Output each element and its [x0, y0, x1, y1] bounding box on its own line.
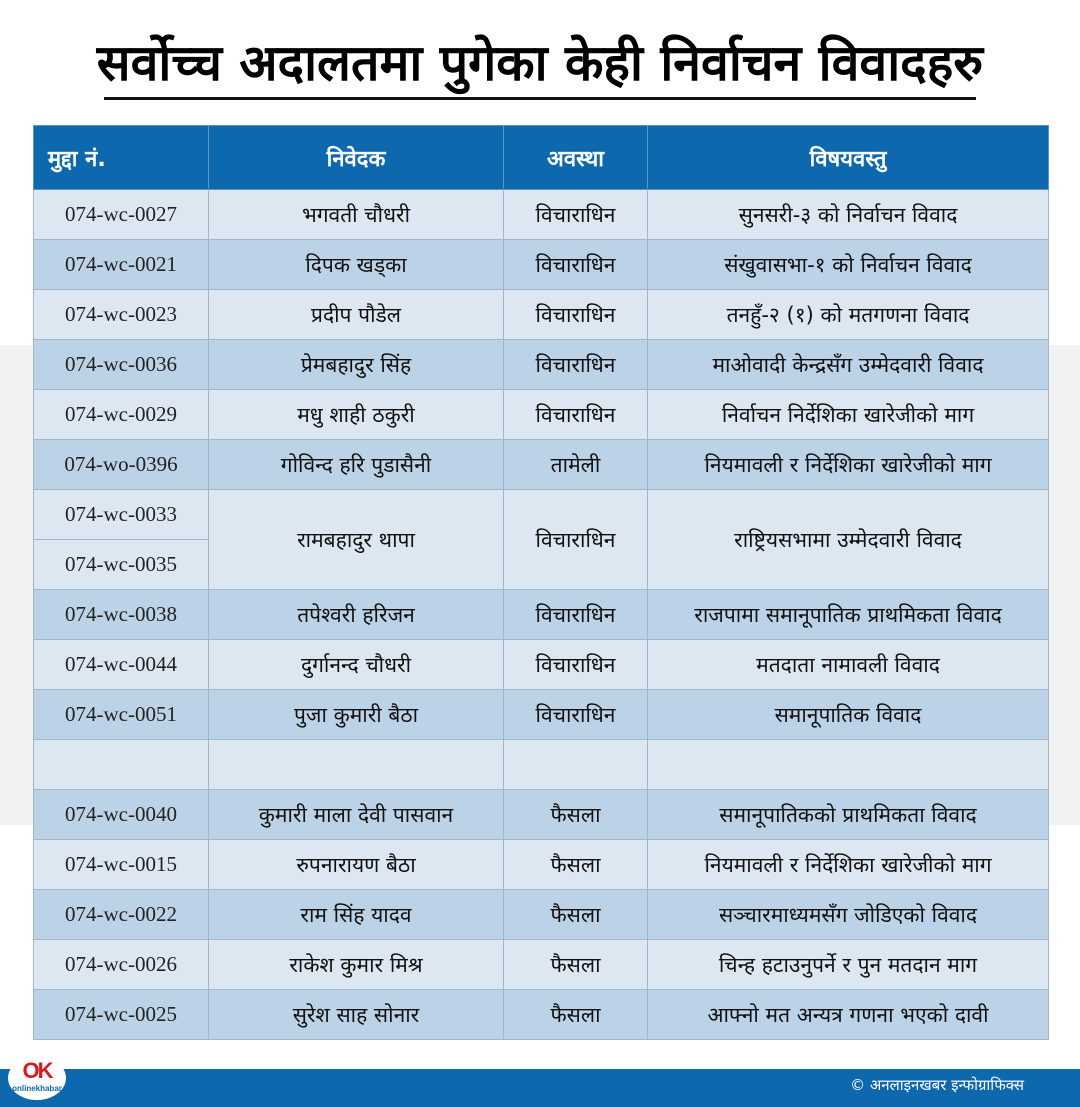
status: विचाराधिन [504, 590, 648, 640]
table-header-row [34, 126, 1049, 190]
subject: तनहुँ-२ (१) को मतगणना विवाद [648, 290, 1049, 340]
case-number: 074-wc-0035 [34, 540, 209, 590]
table-row [34, 590, 1049, 640]
status: तामेली [504, 440, 648, 490]
case-number: 074-wc-0021 [34, 240, 209, 290]
case-number: 074-wc-0027 [34, 190, 209, 240]
table-row [34, 890, 1049, 940]
case-number: 074-wc-0026 [34, 940, 209, 990]
logo-wordmark: onlinekhabar [12, 1084, 62, 1093]
table-row [34, 790, 1049, 840]
subject: नियमावली र निर्देशिका खारेजीको माग [648, 840, 1049, 890]
table-row [34, 640, 1049, 690]
empty-cell [209, 740, 504, 790]
status: फैसला [504, 890, 648, 940]
subject: मतदाता नामावली विवाद [648, 640, 1049, 690]
petitioner: भगवती चौधरी [209, 190, 504, 240]
case-number: 074-wo-0396 [34, 440, 209, 490]
status: विचाराधिन [504, 640, 648, 690]
subject: सुनसरी-३ को निर्वाचन विवाद [648, 190, 1049, 240]
subject: सञ्चारमाध्यमसँग जोडिएको विवाद [648, 890, 1049, 940]
status: विचाराधिन [504, 390, 648, 440]
petitioner: रामबहादुर थापा [209, 490, 504, 590]
empty-cell [34, 740, 209, 790]
page-title: सर्वोच्च अदालतमा पुगेका केही निर्वाचन विवादहरु [96, 34, 984, 92]
logo-mark: OK [22, 1058, 52, 1083]
subject: समानूपातिक विवाद [648, 690, 1049, 740]
subject: समानूपातिकको प्राथमिकता विवाद [648, 790, 1049, 840]
petitioner: कुमारी माला देवी पासवान [209, 790, 504, 840]
status: फैसला [504, 990, 648, 1040]
table-row [34, 990, 1049, 1040]
table-row [34, 440, 1049, 490]
header-petitioner: निवेदक [209, 126, 504, 190]
case-number: 074-wc-0044 [34, 640, 209, 690]
subject: निर्वाचन निर्देशिका खारेजीको माग [648, 390, 1049, 440]
petitioner: सुरेश साह सोनार [209, 990, 504, 1040]
status: विचाराधिन [504, 690, 648, 740]
footer-credit: © अनलाइनखबर इन्फोग्राफिक्स [850, 1076, 1024, 1094]
header-subject: विषयवस्तु [648, 126, 1049, 190]
subject: नियमावली र निर्देशिका खारेजीको माग [648, 440, 1049, 490]
petitioner: तपेश्वरी हरिजन [209, 590, 504, 640]
case-number: 074-wc-0029 [34, 390, 209, 440]
status: फैसला [504, 940, 648, 990]
table-row [34, 690, 1049, 740]
case-number: 074-wc-0051 [34, 690, 209, 740]
table-row [34, 190, 1049, 240]
status: विचाराधिन [504, 340, 648, 390]
case-number: 074-wc-0040 [34, 790, 209, 840]
table-row [34, 340, 1049, 390]
petitioner: राम सिंह यादव [209, 890, 504, 940]
case-number: 074-wc-0033 [34, 490, 209, 540]
petitioner: गोविन्द हरि पुडासैनी [209, 440, 504, 490]
table-row [34, 390, 1049, 440]
status: विचाराधिन [504, 490, 648, 590]
petitioner: प्रेमबहादुर सिंह [209, 340, 504, 390]
case-number: 074-wc-0036 [34, 340, 209, 390]
header-case-number: मुद्दा नं. [34, 126, 209, 190]
table-row [34, 840, 1049, 890]
table-row [34, 290, 1049, 340]
subject: संखुवासभा-१ को निर्वाचन विवाद [648, 240, 1049, 290]
case-number: 074-wc-0015 [34, 840, 209, 890]
case-number: 074-wc-0022 [34, 890, 209, 940]
petitioner: रुपनारायण बैठा [209, 840, 504, 890]
petitioner: प्रदीप पौडेल [209, 290, 504, 340]
header-status: अवस्था [504, 126, 648, 190]
table-row [34, 240, 1049, 290]
status: फैसला [504, 790, 648, 840]
status: विचाराधिन [504, 190, 648, 240]
case-number: 074-wc-0038 [34, 590, 209, 640]
petitioner: दिपक खड्का [209, 240, 504, 290]
subject: माओवादी केन्द्रसँग उम्मेदवारी विवाद [648, 340, 1049, 390]
onlinekhabar-logo [8, 1056, 66, 1100]
case-number: 074-wc-0025 [34, 990, 209, 1040]
table-row [34, 490, 1049, 540]
empty-cell [504, 740, 648, 790]
petitioner: मधु शाही ठकुरी [209, 390, 504, 440]
subject: आफ्नो मत अन्यत्र गणना भएको दावी [648, 990, 1049, 1040]
table-row [34, 940, 1049, 990]
petitioner: पुजा कुमारी बैठा [209, 690, 504, 740]
empty-cell [648, 740, 1049, 790]
subject: राष्ट्रियसभामा उम्मेदवारी विवाद [648, 490, 1049, 590]
title-underline [104, 97, 976, 100]
status: विचाराधिन [504, 240, 648, 290]
petitioner: राकेश कुमार मिश्र [209, 940, 504, 990]
subject: राजपामा समानूपातिक प्राथमिकता विवाद [648, 590, 1049, 640]
footer-bar [0, 1069, 1080, 1107]
subject: चिन्ह हटाउनुपर्ने र पुन मतदान माग [648, 940, 1049, 990]
case-number: 074-wc-0023 [34, 290, 209, 340]
table-separator-row [34, 740, 1049, 790]
election-disputes-table [33, 125, 1049, 1040]
status: फैसला [504, 840, 648, 890]
petitioner: दुर्गानन्द चौधरी [209, 640, 504, 690]
status: विचाराधिन [504, 290, 648, 340]
